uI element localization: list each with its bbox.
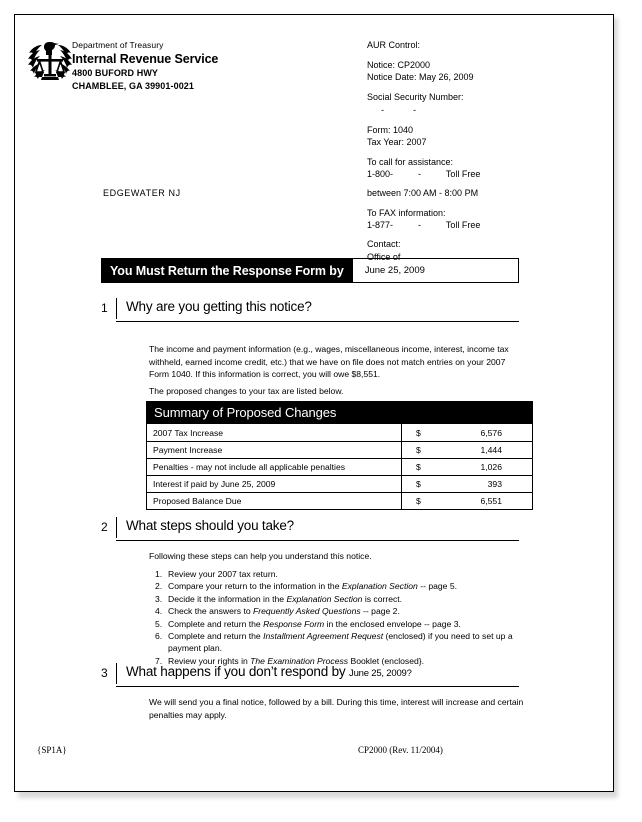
- agency-address-line-2: CHAMBLEE, GA 39901-0021: [72, 80, 195, 91]
- section-1-paragraph-2: The proposed changes to your tax are listed below.: [149, 386, 344, 396]
- footer-revision: CP2000 (Rev. 11/2004): [358, 745, 443, 755]
- section-1-number: 1: [101, 301, 108, 315]
- amount-value: 1,026: [480, 462, 502, 472]
- section-3-title: [126, 664, 412, 679]
- steps-list: [155, 568, 525, 667]
- notice-meta-block: [367, 39, 480, 271]
- step-text-italic: Installment Agreement Request: [263, 631, 384, 642]
- contact-office: Office of: [367, 251, 401, 262]
- summary-table-body: [147, 424, 532, 509]
- document-header: [15, 15, 613, 262]
- section-2-rule: [116, 540, 519, 541]
- table-row: [147, 475, 532, 492]
- section-heading-3: [101, 663, 519, 687]
- currency-symbol: $: [416, 462, 421, 472]
- summary-table-title: Summary of Proposed Changes: [147, 402, 532, 424]
- list-item: [155, 618, 525, 630]
- department-label: Department of Treasury: [72, 40, 164, 50]
- section-2-title: What steps should you take?: [126, 518, 294, 533]
- step-number: 6.: [155, 631, 163, 642]
- row-amount: [401, 424, 532, 441]
- list-item: [155, 605, 525, 617]
- step-number: 3.: [155, 593, 163, 604]
- step-text-post: is correct.: [362, 593, 403, 604]
- ssn-label: Social Security Number:: [367, 92, 464, 103]
- row-amount: [401, 459, 532, 475]
- section-3-divider: [116, 663, 117, 684]
- ssn-value: - -: [381, 104, 417, 115]
- step-number: 1.: [155, 569, 163, 579]
- row-label: Payment Increase: [153, 445, 223, 455]
- step-text-post: -- page 2.: [360, 606, 400, 617]
- step-text-italic: Explanation Section: [286, 593, 363, 604]
- fax-label: To FAX information:: [367, 208, 446, 219]
- row-amount: [401, 442, 532, 458]
- section-3-number: 3: [101, 666, 108, 680]
- step-text-italic: Frequently Asked Questions: [253, 606, 361, 617]
- section-heading-1: [101, 298, 519, 322]
- section-3-paragraph-1: We will send you a final notice, followed by a bill. During this time, interest will increase and certain penalties may apply.: [149, 697, 524, 720]
- step-text-post: Booklet (enclosed}.: [348, 655, 425, 666]
- list-item: [155, 580, 525, 592]
- section-3-rule: [116, 686, 519, 687]
- step-text-pre: Review your rights in: [168, 655, 251, 666]
- response-form-banner: [101, 258, 519, 283]
- footer-form-code: {SP1A}: [37, 745, 67, 755]
- section-heading-2: [101, 517, 519, 541]
- recipient-address: EDGEWATER NJ: [103, 188, 181, 198]
- amount-value: 6,576: [480, 427, 502, 438]
- fax-number: 1-877- - Toll Free: [367, 220, 481, 231]
- currency-symbol: $: [416, 427, 421, 438]
- section-1-divider: [116, 298, 117, 319]
- table-row: [147, 441, 532, 458]
- step-number: 5.: [155, 618, 163, 629]
- response-form-due-date: June 25, 2009: [353, 258, 519, 283]
- currency-symbol: $: [416, 496, 421, 506]
- step-text-post: (enclosed) if you need to set up a payment plan.: [168, 631, 513, 654]
- list-item: [155, 568, 525, 580]
- agency-name: Internal Revenue Service: [72, 52, 219, 66]
- step-text-pre: Complete and return the: [168, 618, 264, 629]
- amount-value: 393: [487, 479, 502, 489]
- step-text-pre: Complete and return the: [168, 631, 264, 642]
- currency-symbol: $: [416, 445, 421, 455]
- amount-value: 6,551: [480, 496, 502, 506]
- row-label: Interest if paid by June 25, 2009: [153, 479, 276, 489]
- agency-address-line-1: 4800 BUFORD HWY: [72, 68, 159, 78]
- section-1-paragraph-1: The income and payment information (e.g., wages, miscellaneous income, interest, income tax withheld, earned income credit, etc.) that we have on file does not match entries on your 2007 Form 1040. If this information is correct, you will owe $8,551.: [149, 344, 509, 380]
- irs-eagle-scales-logo: [26, 39, 74, 85]
- step-number: 2.: [155, 581, 163, 592]
- response-form-banner-text: You Must Return the Response Form by: [101, 258, 353, 283]
- form-number: Form: 1040: [367, 124, 414, 135]
- agency-identity: [72, 39, 218, 92]
- table-row: [147, 424, 532, 441]
- document-page: [14, 14, 614, 792]
- notice-number: Notice: CP2000: [367, 59, 431, 70]
- section-2-intro: Following these steps can help you understand this notice.: [149, 551, 372, 561]
- contact-label: Contact:: [367, 239, 401, 250]
- step-text-pre: Compare your return to the information in the: [168, 581, 342, 592]
- step-text-italic: Response Form: [263, 618, 325, 629]
- aur-control-label: AUR Control:: [367, 40, 421, 50]
- step-text-pre: Decide it the information in the: [168, 593, 287, 604]
- list-item: [155, 630, 525, 655]
- step-text-post: in the enclosed envelope -- page 3.: [324, 618, 461, 629]
- section-2-number: 2: [101, 520, 108, 534]
- call-hours: between 7:00 AM - 8:00 PM: [367, 188, 479, 199]
- section-2-divider: [116, 517, 117, 538]
- row-label: 2007 Tax Increase: [153, 427, 224, 438]
- call-assistance-number: 1-800- - Toll Free: [367, 169, 481, 180]
- step-number: 7.: [155, 655, 163, 666]
- step-text-italic: The Examination Process: [250, 655, 349, 666]
- notice-date: Notice Date: May 26, 2009: [367, 72, 474, 83]
- summary-of-proposed-changes-table: [146, 401, 533, 510]
- step-text-pre: Review your 2007 tax return.: [168, 569, 278, 579]
- step-text-italic: Explanation Section: [341, 581, 418, 592]
- table-row: [147, 458, 532, 475]
- list-item: [155, 593, 525, 605]
- section-3-title-text: What happens if you don’t respond by: [126, 664, 346, 679]
- row-amount: [401, 476, 532, 492]
- row-label: Penalties - may not include all applicable penalties: [153, 462, 346, 472]
- amount-value: 1,444: [480, 445, 502, 455]
- section-1-title: Why are you getting this notice?: [126, 299, 312, 314]
- table-row: [147, 492, 532, 509]
- section-1-rule: [116, 321, 519, 322]
- call-assistance-label: To call for assistance:: [367, 156, 454, 167]
- row-amount: [401, 493, 532, 509]
- step-text-pre: Check the answers to: [168, 606, 254, 617]
- currency-symbol: $: [416, 479, 421, 489]
- tax-year: Tax Year: 2007: [367, 136, 427, 147]
- step-text-post: -- page 5.: [417, 581, 458, 592]
- section-3-title-suffix: June 25, 2009?: [349, 668, 412, 679]
- row-label: Proposed Balance Due: [153, 496, 242, 506]
- step-number: 4.: [155, 606, 163, 617]
